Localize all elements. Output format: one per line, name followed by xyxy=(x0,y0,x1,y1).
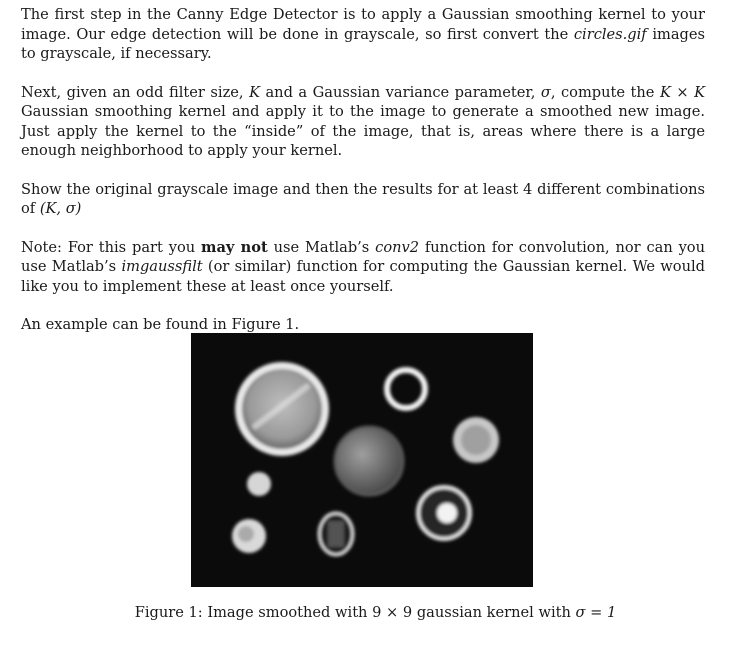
paragraph-example: An example can be found in Figure 1. xyxy=(21,316,300,333)
paragraph-kernel: Next, given an odd filter size, K and a Gaussian variance parameter, σ, compute the K × K Gaussian smoothing kernel and apply it to the image to generate a smoothed new image. Just apply the kernel to the “inside” of the image, that is, areas where there is a large enough neighborhood to apply your kernel. xyxy=(21,83,706,159)
paragraph-intro: The first step in the Canny Edge Detector is to apply a Gaussian smoothing kernel to your image. Our edge detection will be done in grayscale, so first convert the circles.gif images to grayscale, if necessary. xyxy=(21,6,705,62)
paragraph-show: Show the original grayscale image and then the results for at least 4 different combinations of (K, σ) xyxy=(21,180,705,217)
figure-smoothed-coins-image xyxy=(191,333,533,587)
small-coin-dot xyxy=(247,472,271,496)
figure-caption: Figure 1: Image smoothed with 9 × 9 gaussian kernel with σ = 1 xyxy=(134,604,617,621)
paragraph-note: Note: For this part you may not use Matlab’s conv2 function for convolution, nor can you use Matlab’s imgaussfilt (or similar) function for computing the Gaussian kernel. We would like you to implement these at least once yourself. xyxy=(21,238,705,295)
smoothed-coins-image xyxy=(191,333,533,587)
document-body xyxy=(21,5,705,354)
